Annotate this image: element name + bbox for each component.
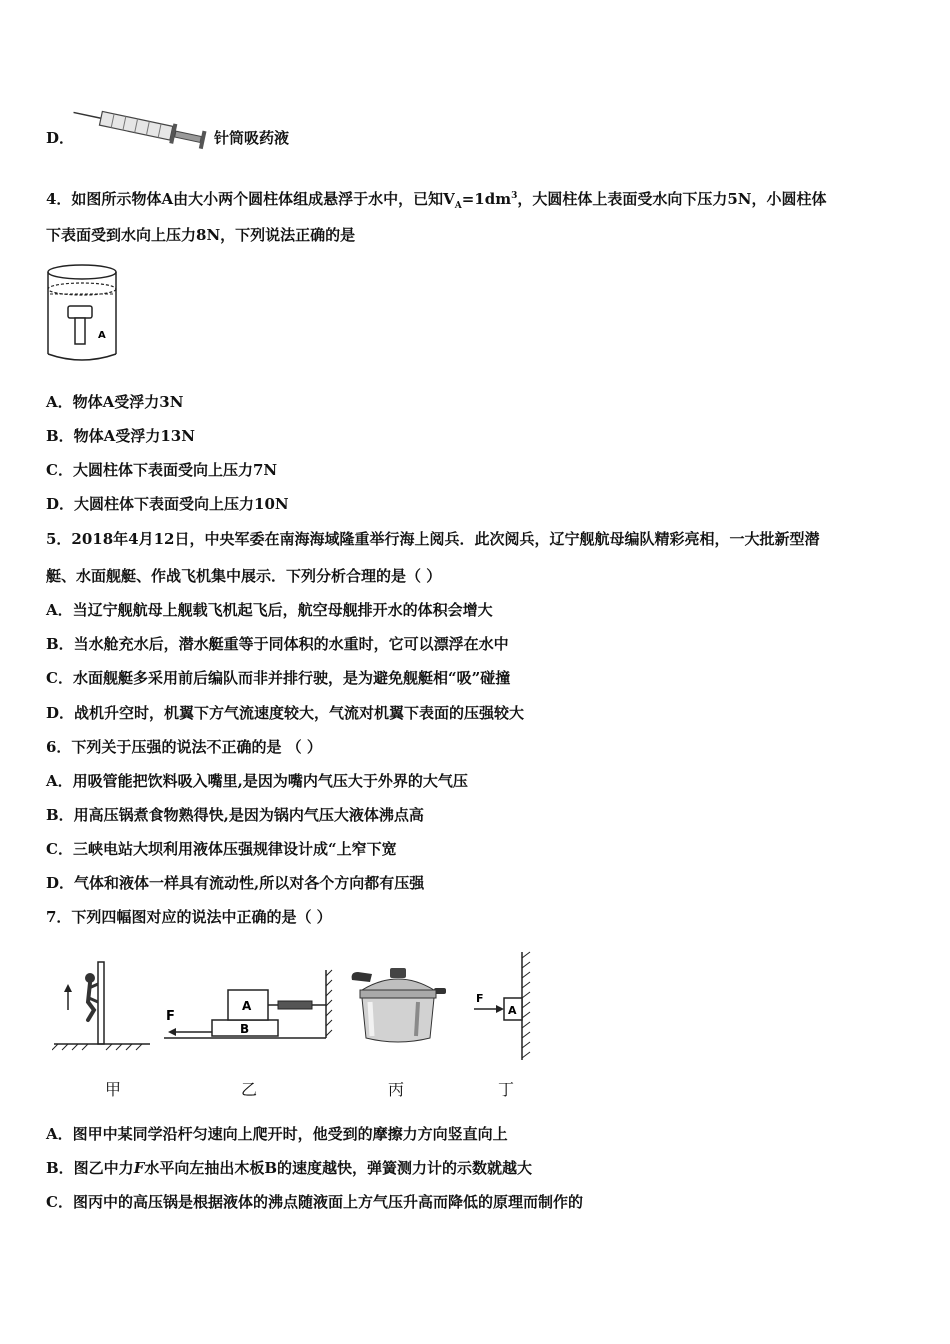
- q4-figure-label: A: [98, 330, 106, 341]
- fig-ding-block-wall: [470, 948, 536, 1064]
- q6-stem: 6．下列关于压强的说法不正确的是 （ ）: [46, 738, 322, 756]
- caption-bing: 丙: [388, 1080, 405, 1099]
- q3-option-d-letter: D．: [46, 129, 75, 147]
- q5-option-a: A．当辽宁舰航母上舰载飞机起飞后，航空母舰排开水的体积会增大: [46, 601, 493, 619]
- q7-stem: 7．下列四幅图对应的说法中正确的是（ ）: [46, 908, 332, 926]
- q7-option-b-part2: 水平向左抽出木板B的速度越快，弹簧测力计的示数就越大: [144, 1159, 533, 1177]
- q3-option-d-text: 针筒吸药液: [214, 129, 290, 147]
- fig-bing-pressure-cooker: [348, 966, 448, 1048]
- q6-option-a: A．用吸管能把饮料吸入嘴里,是因为嘴内气压大于外界的大气压: [46, 772, 468, 790]
- q5-option-c: C．水面舰艇多采用前后编队而非并排行驶，是为避免舰艇相“吸”碰撞: [46, 669, 511, 687]
- q7-option-b: [46, 1158, 532, 1178]
- q5-stem-line1: 5．2018年4月12日，中央军委在南海海域隆重举行海上阅兵．此次阅兵，辽宁舰航母编队精彩亮相，一大批新型潜: [46, 530, 820, 548]
- q6-option-c: C．三峡电站大坝利用液体压强规律设计成“上窄下宽: [46, 840, 397, 858]
- caption-yi: 乙: [241, 1080, 258, 1099]
- fig-yi-label-b: B: [240, 1022, 250, 1036]
- fig-yi-label-f: F: [166, 1009, 175, 1024]
- q4-option-c: C．大圆柱体下表面受向上压力7N: [46, 461, 278, 479]
- fig-yi-boards: [160, 966, 335, 1046]
- syringe-figure: [72, 100, 212, 155]
- fig-jia-climbing-pole: [52, 958, 152, 1053]
- caption-jia: 甲: [105, 1080, 122, 1099]
- q4-stem-sup: 3: [511, 191, 518, 201]
- q4-stem-line2: 下表面受到水向上压力8N，下列说法正确的是: [46, 226, 356, 244]
- q4-stem-part-a: 4．如图所示物体A由大小两个圆柱体组成悬浮于水中，已知V: [46, 190, 455, 208]
- q3-option-d: [46, 128, 74, 148]
- q7-option-b-force: F: [133, 1159, 145, 1177]
- q7-option-c: C．图丙中的高压锅是根据液体的沸点随液面上方气压升高而降低的原理而制作的: [46, 1193, 583, 1211]
- q4-beaker-figure: [42, 262, 122, 366]
- q4-stem-part-b: =1dm: [461, 190, 512, 208]
- q5-stem-line2: 艇、水面舰艇、作战飞机集中展示．下列分析合理的是（ ）: [46, 567, 442, 585]
- q4-stem-part-c: ，大圆柱体上表面受水向下压力5N，小圆柱体: [517, 190, 827, 208]
- q4-option-a: A．物体A受浮力3N: [46, 393, 184, 411]
- q4-option-d: D．大圆柱体下表面受向上压力10N: [46, 495, 289, 513]
- q4-stem-line1: [46, 186, 827, 216]
- fig-yi-label-a: A: [242, 999, 252, 1013]
- q6-option-d: D．气体和液体一样具有流动性,所以对各个方向都有压强: [46, 874, 425, 892]
- q6-option-b: B．用高压锅煮食物熟得快,是因为锅内气压大液体沸点高: [46, 806, 424, 824]
- q4-option-b: B．物体A受浮力13N: [46, 427, 195, 445]
- q4-stem-sub: A: [454, 201, 462, 211]
- caption-ding: 丁: [498, 1080, 515, 1099]
- fig-ding-label-a: A: [508, 1004, 517, 1017]
- q5-option-d: D．战机升空时，机翼下方气流速度较大，气流对机翼下表面的压强较大: [46, 704, 525, 722]
- q5-option-b: B．当水舱充水后，潜水艇重等于同体积的水重时，它可以漂浮在水中: [46, 635, 509, 653]
- fig-ding-label-f: F: [476, 992, 484, 1005]
- q7-option-a: A．图甲中某同学沿杆匀速向上爬开时，他受到的摩擦力方向竖直向上: [46, 1125, 508, 1143]
- q7-option-b-part1: B．图乙中力: [46, 1159, 134, 1177]
